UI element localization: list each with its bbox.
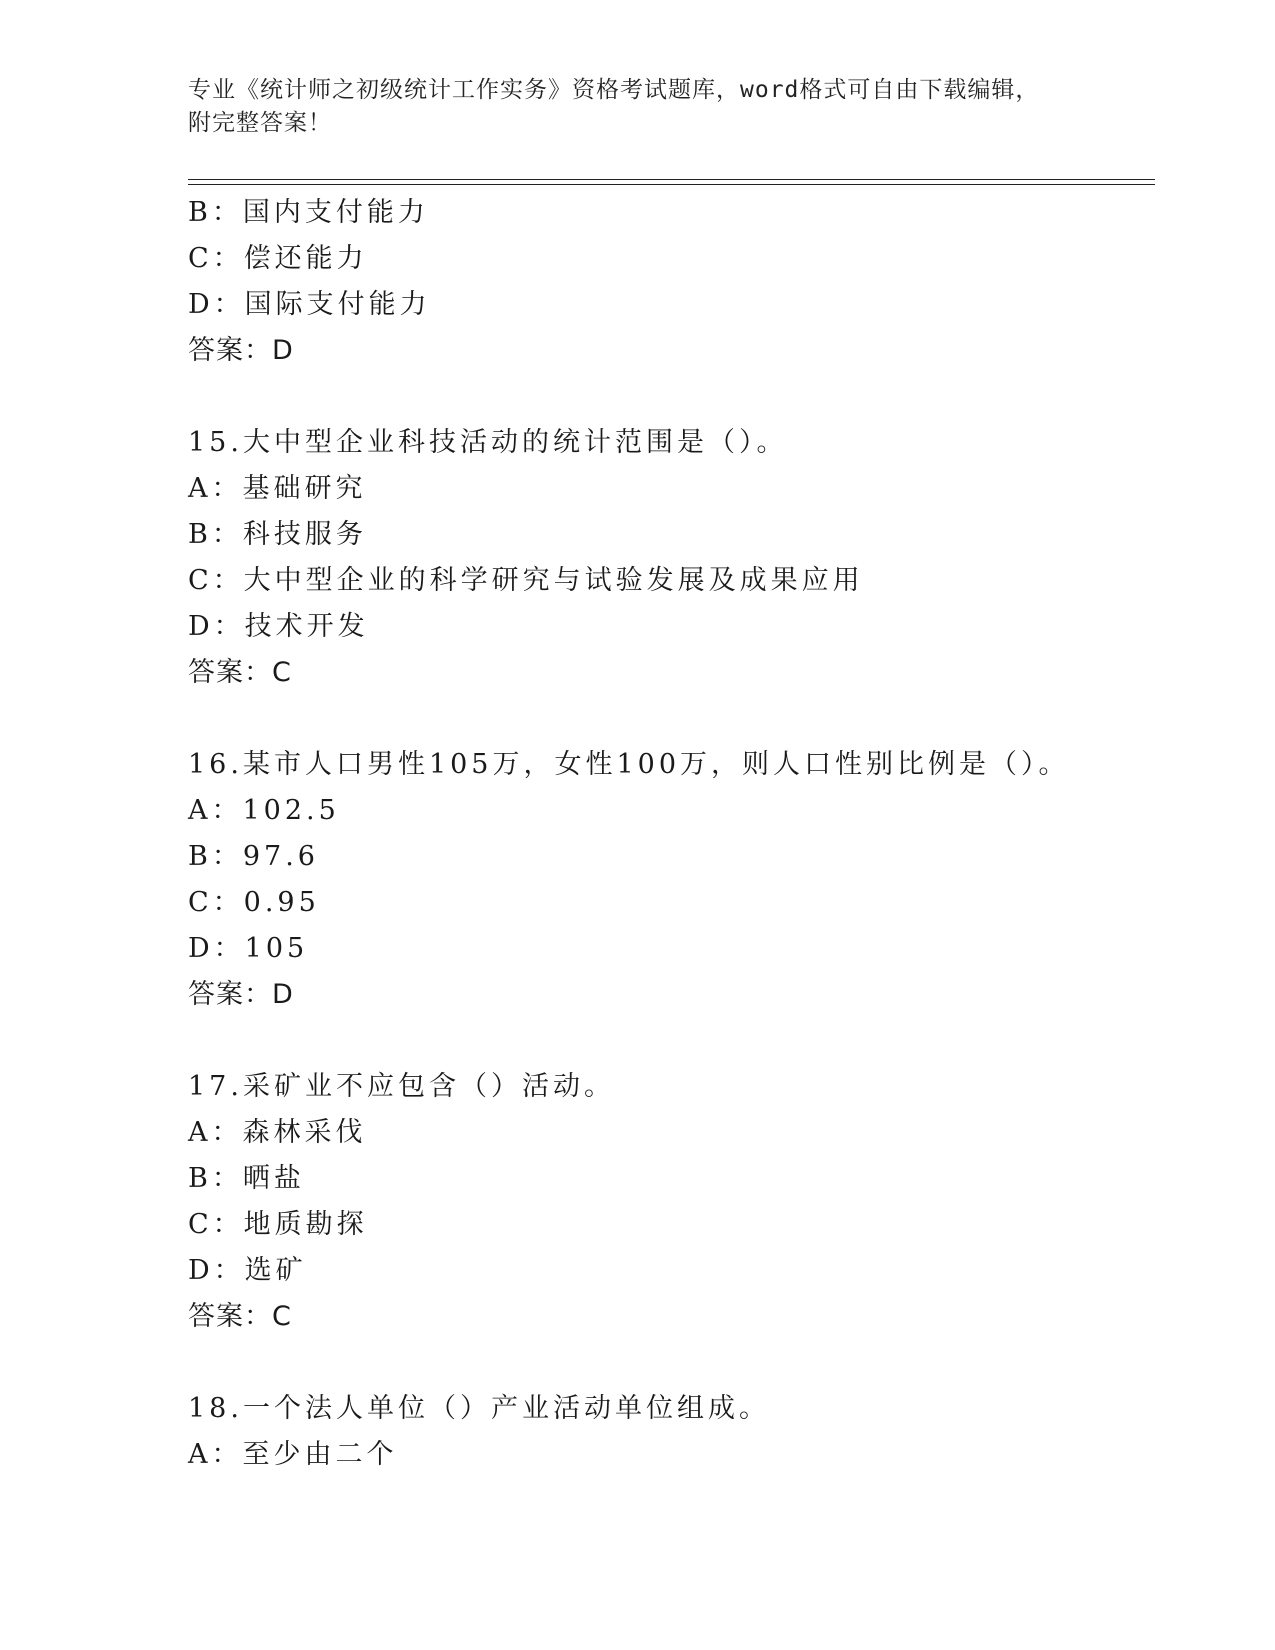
header-line-1: 专业《统计师之初级统计工作实务》资格考试题库，word格式可自由下载编辑， [188, 77, 1040, 103]
question-title: 16.某市人口男性105万，女性100万，则人口性别比例是（）。 [188, 749, 1070, 780]
option-b: B：晒盐 [188, 1163, 305, 1194]
option-a: A：102.5 [188, 795, 340, 826]
option-a: A：森林采伐 [188, 1117, 367, 1148]
option-b: B：国内支付能力 [188, 197, 429, 228]
document-header [188, 74, 1088, 140]
header-divider-top [188, 179, 1155, 180]
option-d: D：105 [188, 933, 309, 964]
question-block-16 [188, 742, 1148, 1018]
spacer [188, 374, 1148, 420]
option-d: D：技术开发 [188, 611, 369, 642]
question-block-17 [188, 1064, 1148, 1340]
option-c: C：大中型企业的科学研究与试验发展及成果应用 [188, 565, 864, 596]
option-d: D：选矿 [188, 1255, 307, 1286]
question-block-15 [188, 420, 1148, 696]
option-c: C：偿还能力 [188, 243, 368, 274]
question-title: 15.大中型企业科技活动的统计范围是（）。 [188, 427, 788, 458]
option-c: C：地质勘探 [188, 1209, 368, 1240]
option-c: C：0.95 [188, 887, 320, 918]
option-a: A：至少由二个 [188, 1439, 398, 1470]
answer-line: 答案：C [188, 1301, 292, 1332]
option-d: D：国际支付能力 [188, 289, 431, 320]
question-title: 18.一个法人单位（）产业活动单位组成。 [188, 1393, 770, 1424]
answer-line: 答案：D [188, 335, 294, 366]
answer-line: 答案：D [188, 979, 294, 1010]
question-block-14 [188, 190, 1148, 374]
option-b: B：97.6 [188, 841, 319, 872]
question-list [188, 190, 1148, 1478]
option-b: B：科技服务 [188, 519, 367, 550]
spacer [188, 1340, 1148, 1386]
spacer [188, 1018, 1148, 1064]
question-block-18 [188, 1386, 1148, 1478]
header-divider-bottom [188, 184, 1155, 185]
question-title: 17.采矿业不应包含（）活动。 [188, 1071, 615, 1102]
spacer [188, 696, 1148, 742]
header-line-2: 附完整答案！ [188, 110, 332, 136]
option-a: A：基础研究 [188, 473, 367, 504]
answer-line: 答案：C [188, 657, 292, 688]
